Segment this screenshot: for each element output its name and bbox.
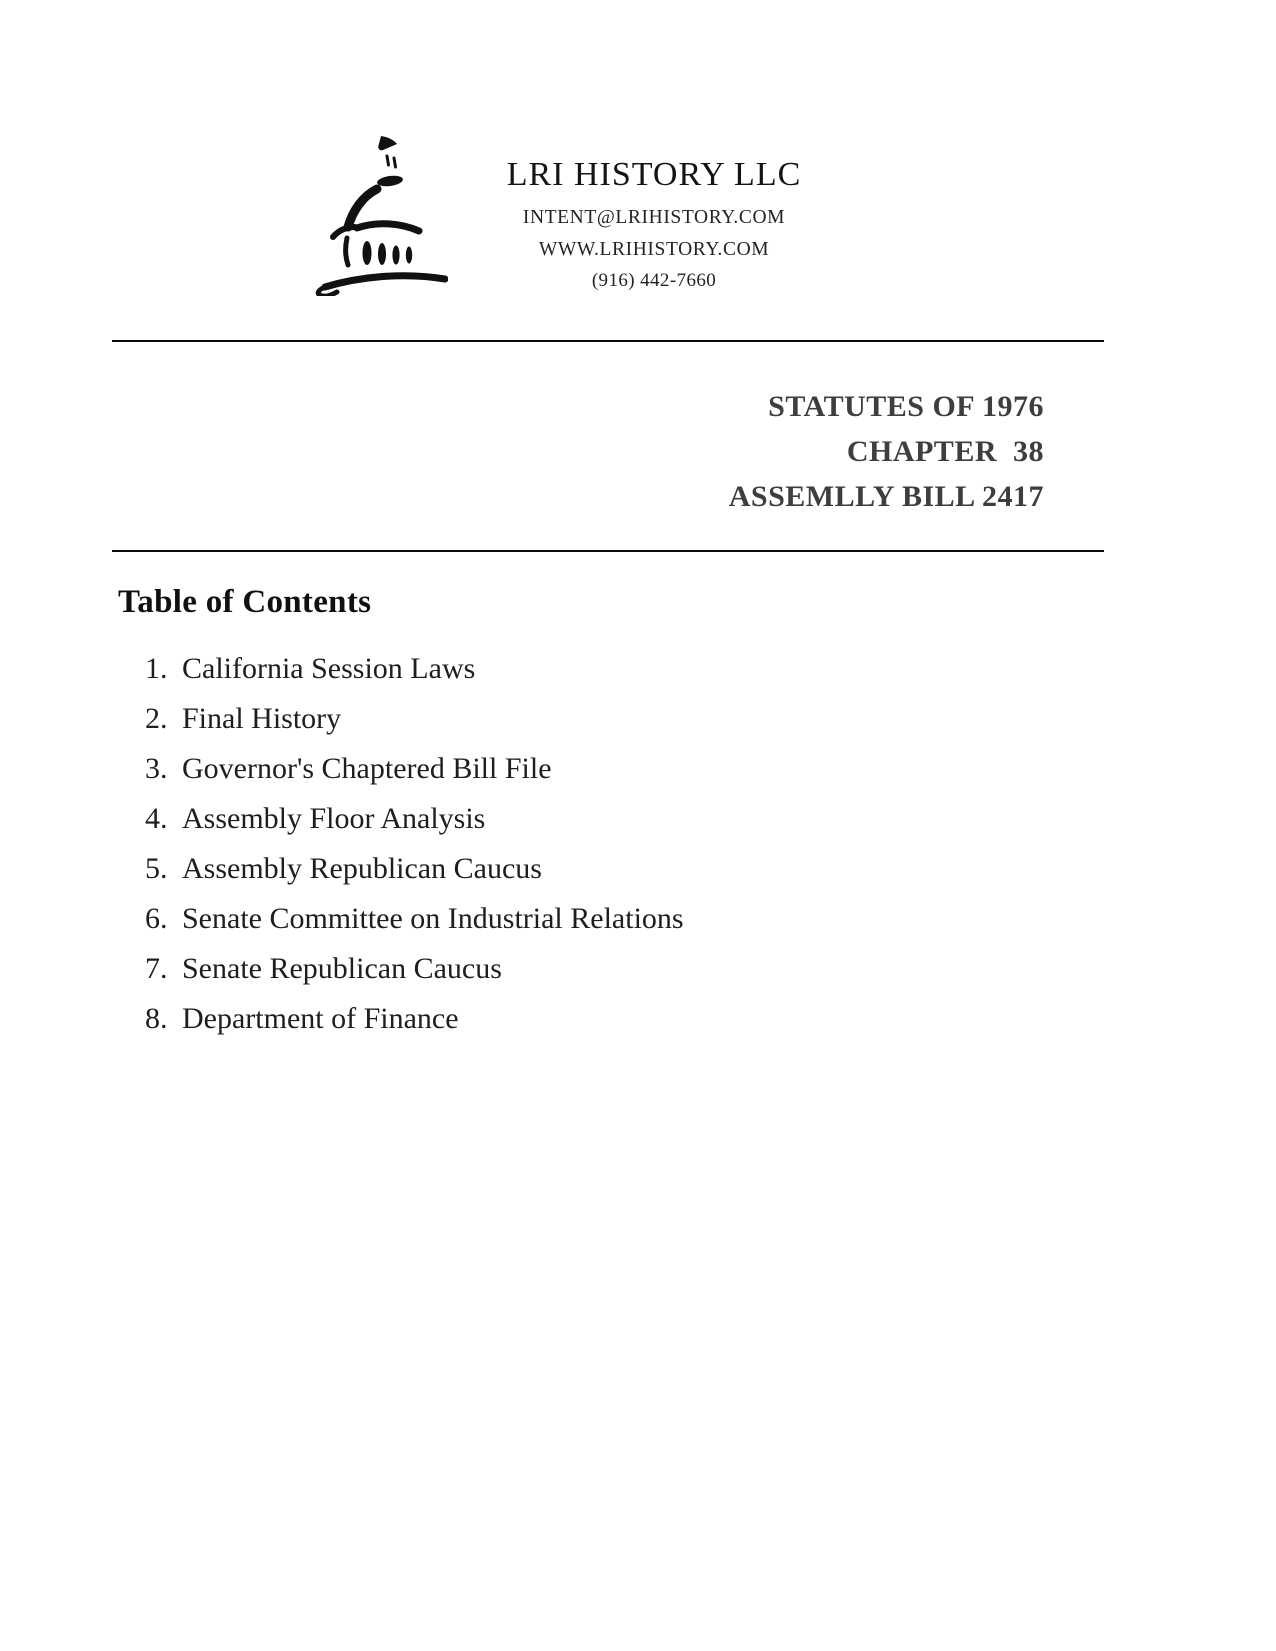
toc-item-number: 8. <box>145 1002 168 1035</box>
toc-item-label: Senate Committee on Industrial Relations <box>182 902 684 935</box>
toc-item-label: Final History <box>182 702 342 735</box>
toc-item <box>145 752 684 802</box>
toc-item <box>145 802 684 852</box>
toc-item <box>145 652 684 702</box>
company-name: LRI HISTORY LLC <box>506 156 802 193</box>
toc-item <box>145 902 684 952</box>
statute-title-block <box>112 384 1044 519</box>
company-website: WWW.LRIHISTORY.COM <box>538 238 770 260</box>
toc-item <box>145 702 684 752</box>
toc-list <box>145 652 684 1052</box>
horizontal-rule-top <box>112 340 1104 342</box>
toc-item <box>145 1002 684 1052</box>
letterhead-text <box>464 126 844 290</box>
toc-heading: Table of Contents <box>118 584 372 620</box>
toc-item-label: Assembly Republican Caucus <box>182 852 542 885</box>
statute-title-line1: STATUTES OF 1976 <box>768 390 1044 423</box>
toc-item-label: California Session Laws <box>182 652 476 685</box>
statute-title-line3: ASSEMLLY BILL 2417 <box>728 480 1044 513</box>
horizontal-rule-bottom <box>112 550 1104 552</box>
company-email: INTENT@LRIHISTORY.COM <box>522 207 786 228</box>
toc-item-number: 2. <box>145 702 168 735</box>
toc-item <box>145 952 684 1002</box>
toc-item-number: 3. <box>145 752 168 785</box>
toc-item-number: 7. <box>145 952 168 985</box>
flag-icon <box>378 136 397 150</box>
toc-item-number: 5. <box>145 852 168 885</box>
toc-item-number: 6. <box>145 902 168 935</box>
toc-item-label: Senate Republican Caucus <box>182 952 502 985</box>
letterhead <box>296 126 844 296</box>
toc-item-number: 4. <box>145 802 168 835</box>
toc-item-label: Department of Finance <box>182 1002 459 1035</box>
toc-item-label: Assembly Floor Analysis <box>182 802 486 835</box>
toc-item-number: 1. <box>145 652 168 685</box>
company-phone: (916) 442-7660 <box>591 270 717 291</box>
toc-item <box>145 852 684 902</box>
statute-title-line2: CHAPTER 38 <box>846 435 1044 468</box>
toc-item-label: Governor's Chaptered Bill File <box>182 752 552 785</box>
capitol-dome-icon <box>296 126 448 296</box>
